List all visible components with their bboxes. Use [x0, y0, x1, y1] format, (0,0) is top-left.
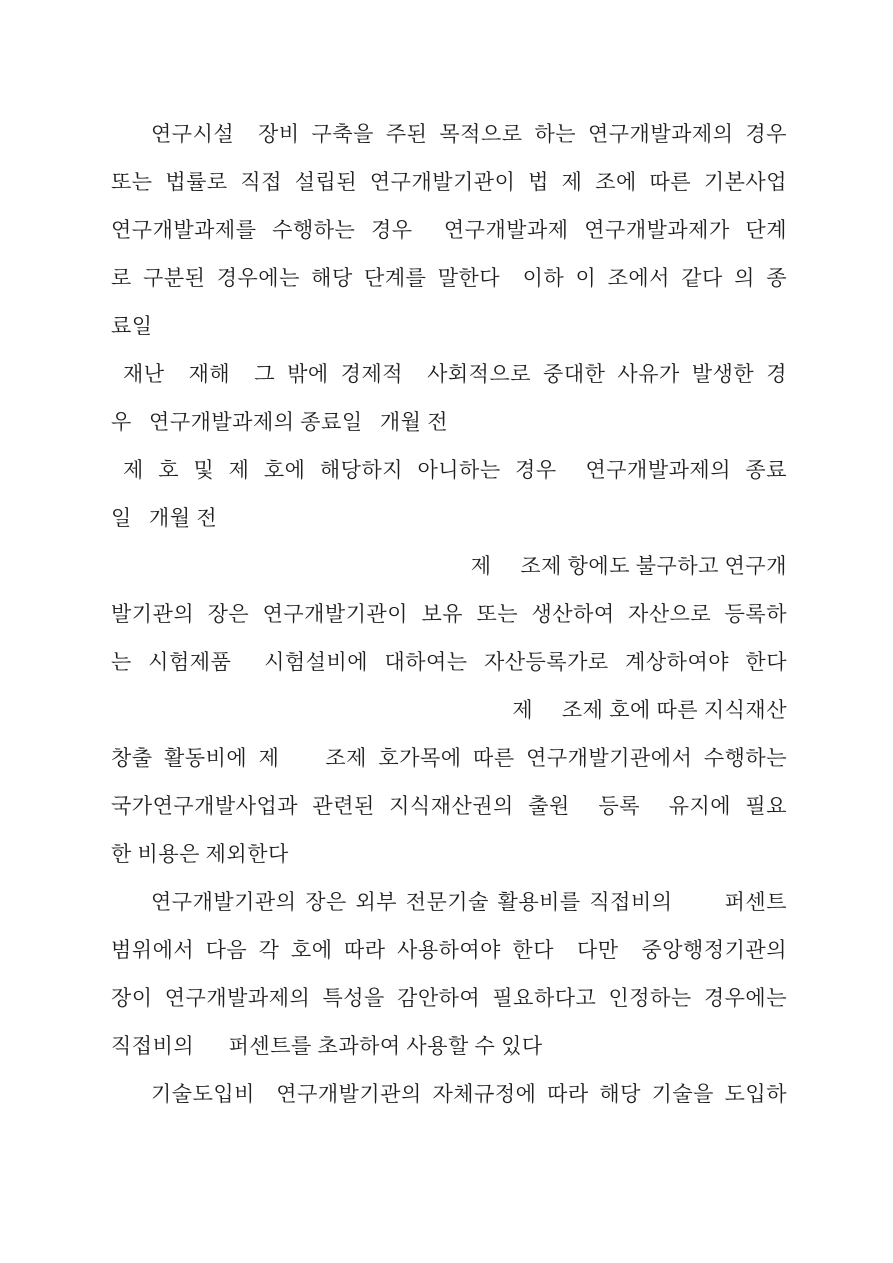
text-line: 장이 연구개발과제의 특성을 감안하여 필요하다고 인정하는 경우에는 — [111, 986, 787, 1010]
text-line: 제 호 및 제 호에 해당하지 아니하는 경우 연구개발과제의 종료 — [123, 458, 787, 482]
text-line: 창출 활동비에 제 조제 호가목에 따른 연구개발기관에서 수행하는 — [111, 746, 787, 770]
text-line: 우 연구개발과제의 종료일 개월 전 — [111, 410, 449, 434]
text-line: 연구개발과제를 수행하는 경우 연구개발과제 연구개발과제가 단계 — [111, 218, 787, 242]
text-line: 제 조제 항에도 불구하고 연구개 — [470, 554, 787, 578]
text-line: 연구개발기관의 장은 외부 전문기술 활용비를 직접비의 퍼센트 — [151, 890, 787, 914]
document-text-block — [111, 110, 787, 1118]
text-line: 기술도입비 연구개발기관의 자체규정에 따라 해당 기술을 도입하 — [151, 1082, 787, 1106]
text-line: 발기관의 장은 연구개발기관이 보유 또는 생산하여 자산으로 등록하 — [111, 602, 787, 626]
text-line: 직접비의 퍼센트를 초과하여 사용할 수 있다 — [111, 1034, 543, 1058]
text-line: 료일 — [111, 314, 153, 338]
text-line: 한 비용은 제외한다 — [111, 842, 289, 866]
text-line: 는 시험제품 시험설비에 대하여는 자산등록가로 계상하여야 한다 — [111, 650, 787, 674]
text-line: 제 조제 호에 따른 지식재산 — [512, 698, 787, 722]
text-line: 연구시설 장비 구축을 주된 목적으로 하는 연구개발과제의 경우 — [151, 122, 787, 146]
text-line: 국가연구개발사업과 관련된 지식재산권의 출원 등록 유지에 필요 — [111, 794, 787, 818]
text-line: 로 구분된 경우에는 해당 단계를 말한다 이하 이 조에서 같다 의 종 — [111, 266, 787, 290]
text-line: 일 개월 전 — [111, 506, 218, 530]
text-line: 또는 법률로 직접 설립된 연구개발기관이 법 제 조에 따른 기본사업 — [111, 170, 787, 194]
text-line: 범위에서 다음 각 호에 따라 사용하여야 한다 다만 중앙행정기관의 — [111, 938, 787, 962]
text-line: 재난 재해 그 밖에 경제적 사회적으로 중대한 사유가 발생한 경 — [123, 362, 787, 386]
